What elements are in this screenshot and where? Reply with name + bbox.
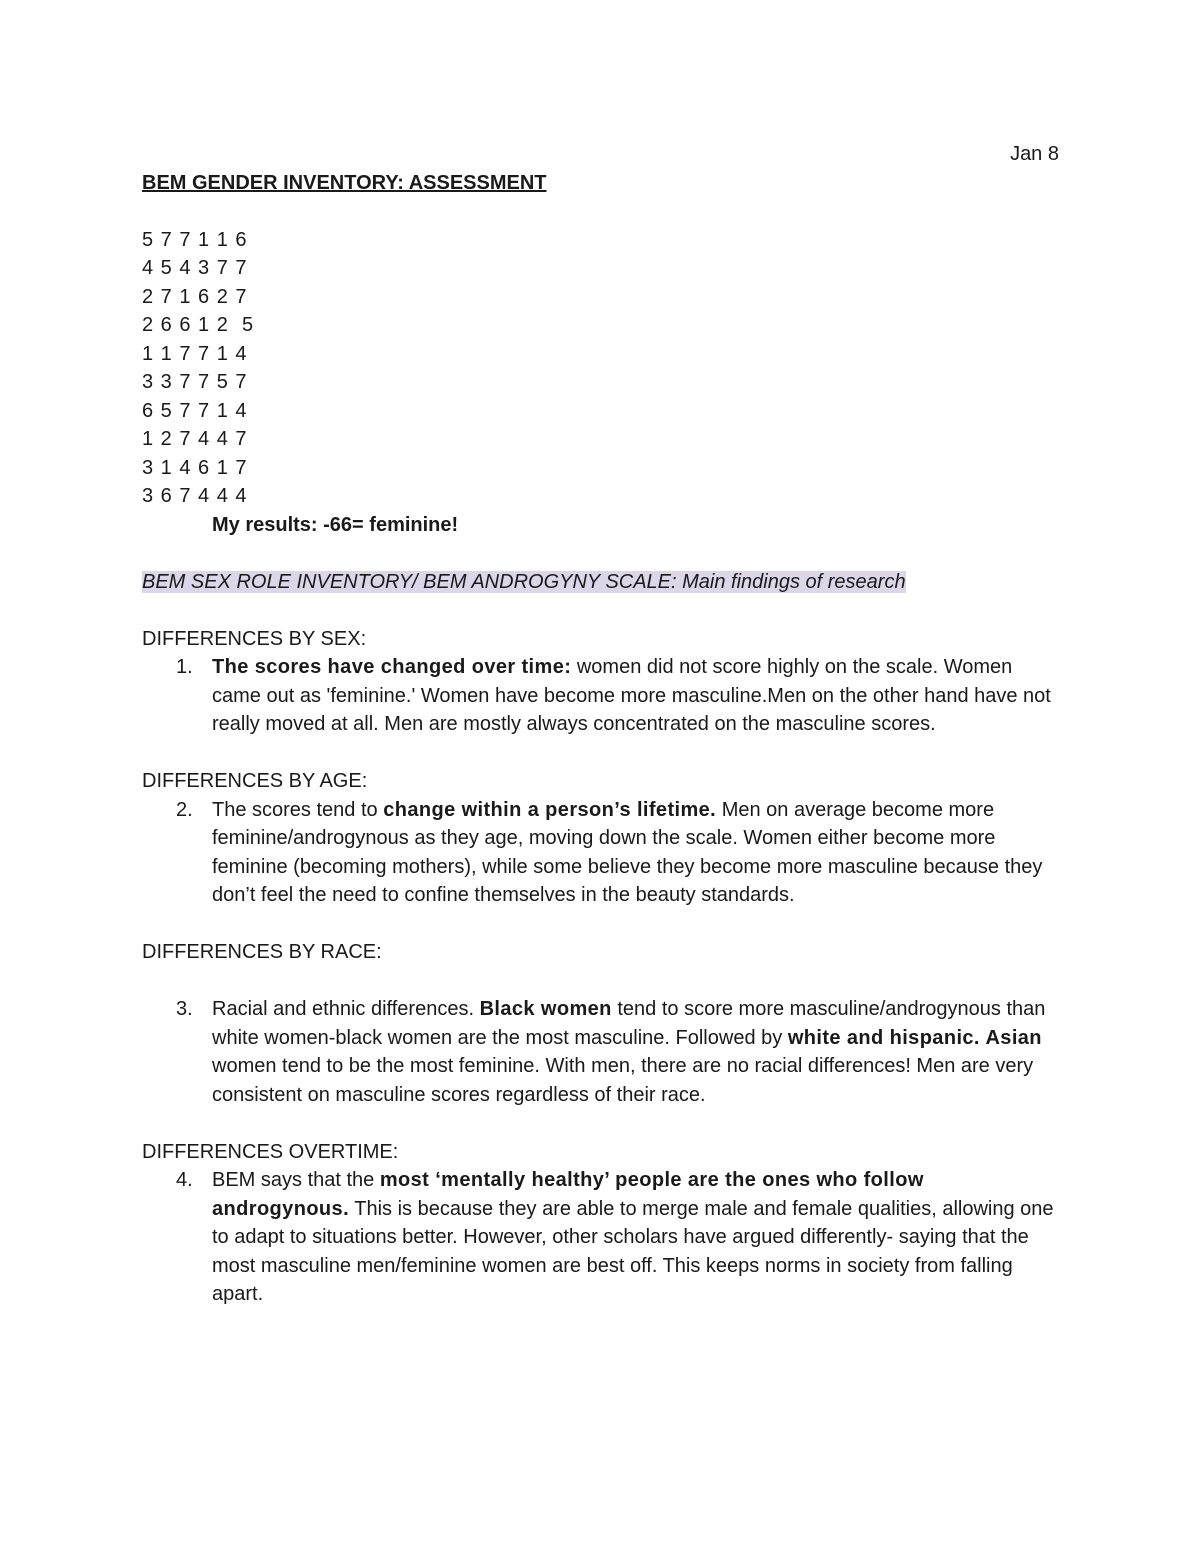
- list-number: 2.: [176, 798, 193, 821]
- score-row: 5 7 7 1 1 6: [142, 228, 248, 251]
- spacer: [142, 739, 1062, 768]
- score-list: [142, 226, 1062, 511]
- spacer: [142, 197, 1062, 226]
- score-row: 2 6 6 1 2 5: [142, 314, 255, 336]
- bold-phrase: The scores have changed over time:: [212, 656, 572, 678]
- bold-phrase: most ‘mentally healthy’ people are the ones who follow androgynous.: [212, 1169, 924, 1220]
- list-item-sex: [142, 653, 1062, 739]
- bold-phrase: change within a person’s lifetime.: [383, 798, 717, 821]
- text-run: This is because they are able to merge male and female qualities, allowing one to adapt to situations better. However, other scholars have argued differently- saying that the most masculine men/feminine women are best off. This keeps norms in society from falling apart.: [212, 1197, 1054, 1305]
- results-line: My results: -66= feminine!: [212, 513, 459, 536]
- document-page: [142, 140, 1062, 1309]
- score-row: 3 1 4 6 1 7: [142, 456, 248, 479]
- section-heading-sex: DIFFERENCES BY SEX:: [142, 627, 367, 650]
- list-text: [212, 653, 1062, 739]
- text-run: women tend to be the most feminine. With men, there are no racial differences! Men are very consistent on masculine scores regardless of their race.: [212, 1055, 1034, 1106]
- score-row: 6 5 7 7 1 4: [142, 399, 248, 422]
- spacer: [142, 539, 1062, 568]
- text-run: women did not score highly on the scale. Women came out as 'feminine.' Women have become more masculine.Men on the other hand have not really moved at all. Men are mostly always concentrated on the masculine scores.: [212, 656, 1051, 735]
- text-run: BEM says that the: [212, 1169, 380, 1191]
- list-number: 4.: [176, 1169, 193, 1191]
- section-heading-race: DIFFERENCES BY RACE:: [142, 941, 382, 963]
- text-run: The scores tend to: [212, 798, 384, 821]
- bold-phrase: Black women: [479, 998, 612, 1020]
- section-heading-overtime: DIFFERENCES OVERTIME:: [142, 1140, 399, 1163]
- score-row: 2 7 1 6 2 7: [142, 285, 248, 308]
- spacer: [142, 910, 1062, 939]
- list-number: 1.: [176, 656, 193, 678]
- score-row: 3 6 7 4 4 4: [142, 485, 248, 507]
- score-row: 4 5 4 3 7 7: [142, 257, 248, 279]
- spacer: [142, 967, 1062, 996]
- bold-phrase: white and hispanic.: [787, 1026, 980, 1049]
- section-heading-age: DIFFERENCES BY AGE:: [142, 770, 368, 792]
- score-row: 3 3 7 7 5 7: [142, 371, 248, 393]
- list-text: [212, 796, 1062, 910]
- page-title: BEM GENDER INVENTORY: ASSESSMENT: [142, 171, 547, 194]
- list-item-age: [142, 796, 1062, 910]
- bold-phrase: Asian: [985, 1026, 1042, 1049]
- list-text: [212, 1166, 1062, 1309]
- list-item-race: [142, 995, 1062, 1109]
- spacer: [142, 1109, 1062, 1138]
- date: Jan 8: [1010, 143, 1059, 165]
- text-run: Men on average become more feminine/androgynous as they age, moving down the scale. Women either become more feminine (becoming mothers), while some believe they become more masculine because they don’t feel the need to confine themselves in the beauty standards.: [212, 798, 1043, 906]
- text-run: Racial and ethnic differences.: [212, 998, 480, 1020]
- text-run: tend to score more masculine/androgynous than white women-black women are the most masculine. Followed by: [212, 998, 1046, 1049]
- list-text: [212, 995, 1062, 1109]
- highlight-heading: BEM SEX ROLE INVENTORY/ BEM ANDROGYNY SCALE: Main findings of research: [142, 570, 906, 593]
- list-number: 3.: [176, 998, 193, 1020]
- spacer: [142, 596, 1062, 625]
- list-item-overtime: [142, 1166, 1062, 1309]
- highlight-heading-row: [142, 568, 1062, 597]
- score-row: 1 2 7 4 4 7: [142, 428, 248, 450]
- score-row: 1 1 7 7 1 4: [142, 342, 248, 365]
